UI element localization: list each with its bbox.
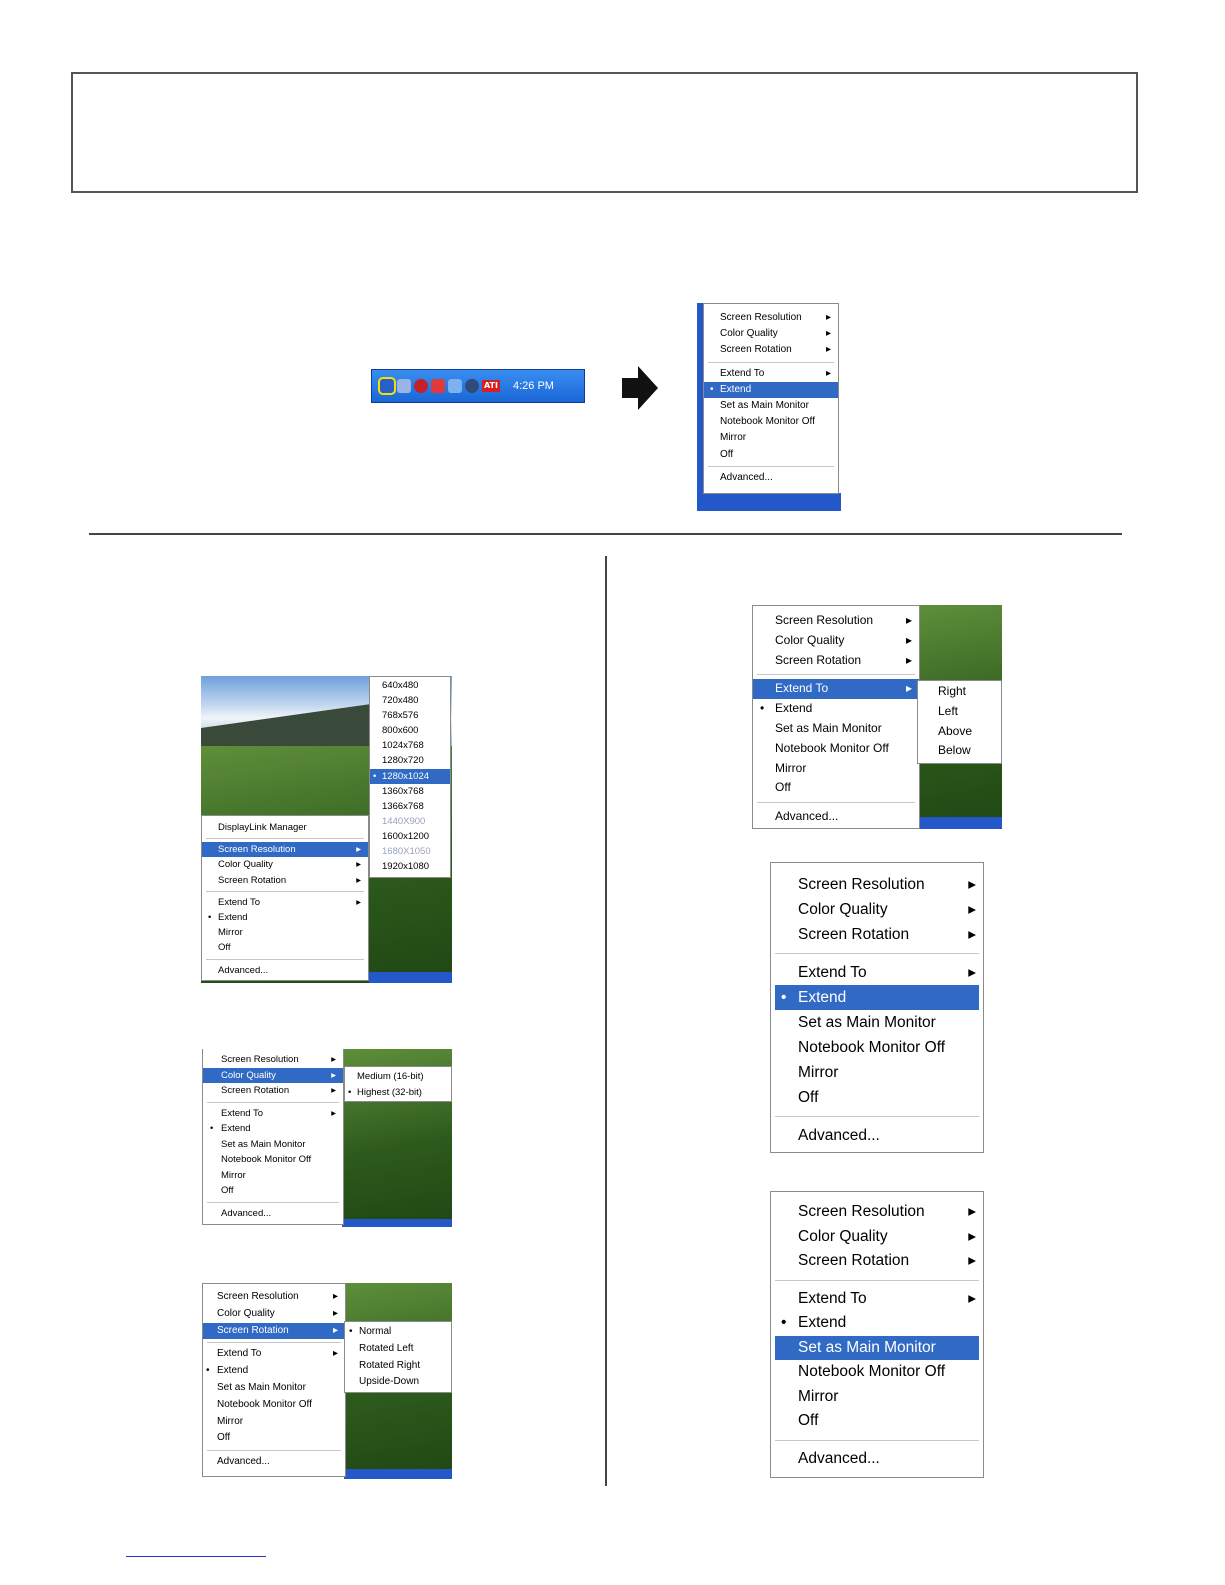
- menu-item-color-quality[interactable]: Color Quality ▸: [775, 632, 912, 647]
- screenshot-screen-rotation: [202, 1283, 452, 1479]
- resolution-option[interactable]: 768x576: [382, 710, 419, 722]
- resolution-option[interactable]: 1366x768: [382, 800, 424, 812]
- menu-item-screen-resolution[interactable]: Screen Resolution ▸: [202, 842, 368, 857]
- resolution-option-disabled: 1440X900: [382, 815, 426, 827]
- menu-item-screen-rotation[interactable]: Screen Rotation ▸: [798, 926, 976, 943]
- menu-item-notebook-off[interactable]: Notebook Monitor Off: [798, 1039, 946, 1056]
- menu-item-extend-to[interactable]: Extend To ▸: [798, 1289, 976, 1307]
- menu-item-screen-rotation[interactable]: Screen Rotation ▸: [720, 344, 831, 356]
- menu-item-screen-resolution[interactable]: Screen Resolution ▸: [798, 1203, 976, 1220]
- extend-option-above[interactable]: Above: [938, 723, 973, 738]
- menu-item-set-main[interactable]: Set as Main Monitor: [775, 720, 882, 735]
- context-menu-extend: [770, 862, 984, 1153]
- menu-item-color-quality[interactable]: Color Quality ▸: [720, 328, 831, 340]
- context-menu: [752, 605, 920, 829]
- menu-item-color-quality[interactable]: Color Quality ▸: [218, 859, 361, 871]
- menu-item-color-quality[interactable]: Color Quality ▸: [217, 1307, 338, 1319]
- screenshot-color-quality: [202, 1049, 452, 1227]
- extend-option-left[interactable]: Left: [938, 703, 959, 718]
- context-menu: [202, 1283, 346, 1477]
- menu-item-screen-rotation[interactable]: Screen Rotation ▸: [775, 652, 912, 667]
- menu-item-screen-resolution[interactable]: Screen Resolution ▸: [221, 1054, 336, 1065]
- resolution-submenu: [369, 676, 451, 878]
- system-tray: [371, 369, 585, 403]
- menu-item-advanced[interactable]: Advanced...: [218, 964, 269, 976]
- resolution-option[interactable]: 1920x1080: [382, 861, 430, 873]
- menu-item-advanced[interactable]: Advanced...: [775, 809, 839, 824]
- color-submenu: [344, 1066, 452, 1102]
- menu-item-color-quality[interactable]: Color Quality ▸: [203, 1068, 343, 1084]
- resolution-option-disabled: 1680X1050: [382, 846, 431, 858]
- right-arrow-icon: [622, 366, 658, 410]
- context-menu: [202, 1049, 344, 1225]
- menu-item-extend[interactable]: • Extend: [210, 1123, 251, 1134]
- extend-option-below[interactable]: Below: [938, 743, 971, 758]
- screenshot-resolution: [201, 676, 452, 983]
- menu-item-set-main[interactable]: Set as Main Monitor: [720, 400, 809, 412]
- menu-item-extend-to[interactable]: Extend To ▸: [217, 1348, 338, 1360]
- menu-item-mirror[interactable]: Mirror: [217, 1415, 244, 1427]
- menu-item-screen-rotation[interactable]: Screen Rotation ▸: [798, 1252, 976, 1269]
- resolution-option[interactable]: 1360x768: [382, 785, 424, 797]
- resolution-option[interactable]: 1600x1200: [382, 830, 430, 842]
- menu-item-extend[interactable]: • Extend: [781, 1314, 847, 1331]
- extend-option-right[interactable]: Right: [938, 684, 967, 698]
- menu-item-extend-to[interactable]: Extend To ▸: [798, 964, 976, 981]
- menu-item-extend[interactable]: • Extend: [704, 382, 838, 398]
- menu-item-notebook-off[interactable]: Notebook Monitor Off: [775, 740, 889, 755]
- menu-item-mirror[interactable]: Mirror: [218, 927, 243, 939]
- footer-underline: [126, 1556, 266, 1557]
- resolution-option[interactable]: 640x480: [382, 680, 419, 691]
- rotation-submenu: [344, 1321, 452, 1393]
- menu-item-set-main[interactable]: Set as Main Monitor: [221, 1138, 306, 1150]
- resolution-option[interactable]: 800x600: [382, 725, 419, 737]
- menu-item-extend[interactable]: • Extend: [760, 701, 813, 716]
- menu-item-screen-resolution[interactable]: Screen Resolution ▸: [720, 312, 831, 323]
- menu-item-screen-rotation[interactable]: Screen Rotation ▸: [203, 1323, 345, 1340]
- menu-item-advanced[interactable]: Advanced...: [720, 471, 773, 483]
- menu-item-off[interactable]: Off: [221, 1185, 234, 1196]
- color-option-highest[interactable]: • Highest (32-bit): [348, 1086, 422, 1098]
- menu-item-mirror[interactable]: Mirror: [775, 760, 807, 775]
- menu-item-off[interactable]: Off: [798, 1089, 819, 1106]
- rotation-option-right[interactable]: Rotated Right: [359, 1359, 421, 1371]
- context-menu: [703, 303, 839, 494]
- color-option-medium[interactable]: Medium (16-bit): [357, 1071, 424, 1082]
- network-icon[interactable]: [397, 379, 411, 393]
- rotation-option-upside-down[interactable]: Upside-Down: [359, 1376, 420, 1388]
- clock: 4:26 PM: [513, 380, 554, 392]
- menu-item-displaylink-manager[interactable]: DisplayLink Manager: [218, 822, 307, 833]
- menu-item-set-main[interactable]: Set as Main Monitor: [798, 1014, 936, 1031]
- rotation-option-normal[interactable]: • Normal: [349, 1326, 392, 1337]
- resolution-option-selected[interactable]: • 1280x1024: [370, 769, 450, 784]
- resolution-option[interactable]: 720x480: [382, 695, 419, 707]
- menu-item-advanced[interactable]: Advanced...: [217, 1456, 270, 1468]
- menu-item-set-main[interactable]: Set as Main Monitor: [775, 1336, 979, 1361]
- menu-item-off[interactable]: Off: [218, 942, 231, 954]
- menu-item-advanced[interactable]: Advanced...: [798, 1127, 880, 1144]
- extend-submenu: [917, 680, 1002, 764]
- menu-item-set-main[interactable]: Set as Main Monitor: [217, 1381, 306, 1393]
- menu-item-mirror[interactable]: Mirror: [798, 1064, 839, 1081]
- menu-item-mirror[interactable]: Mirror: [221, 1169, 246, 1181]
- speaker-icon[interactable]: [465, 379, 479, 393]
- menu-item-off[interactable]: Off: [775, 780, 791, 795]
- menu-item-extend-to[interactable]: Extend To ▸: [753, 679, 919, 699]
- menu-item-extend[interactable]: • Extend: [775, 985, 979, 1010]
- menu-item-extend-to[interactable]: Extend To ▸: [720, 367, 831, 379]
- displaylink-tray-icon[interactable]: [380, 379, 394, 393]
- divider-vertical: [605, 556, 607, 1486]
- menu-item-advanced[interactable]: Advanced...: [798, 1449, 880, 1467]
- menu-item-mirror[interactable]: Mirror: [798, 1387, 839, 1405]
- header-box: [71, 72, 1138, 193]
- menu-item-screen-resolution[interactable]: Screen Resolution ▸: [775, 613, 912, 627]
- menu-item-extend-to[interactable]: Extend To ▸: [218, 896, 361, 908]
- menu-item-screen-rotation[interactable]: Screen Rotation ▸: [221, 1085, 336, 1096]
- menu-item-extend-to[interactable]: Extend To ▸: [221, 1107, 336, 1119]
- ati-icon[interactable]: ATI: [483, 381, 498, 390]
- divider-horizontal: [89, 533, 1122, 535]
- menu-item-color-quality[interactable]: Color Quality ▸: [798, 901, 976, 918]
- menu-item-notebook-off[interactable]: Notebook Monitor Off: [217, 1398, 312, 1410]
- menu-item-screen-resolution[interactable]: Screen Resolution ▸: [798, 876, 976, 893]
- menu-item-extend[interactable]: • Extend: [206, 1365, 249, 1377]
- resolution-option[interactable]: 1280x720: [382, 755, 424, 767]
- menu-item-off[interactable]: Off: [217, 1432, 231, 1444]
- menu-item-off[interactable]: Off: [798, 1412, 819, 1429]
- menu-item-extend[interactable]: • Extend: [208, 912, 248, 924]
- menu-item-color-quality[interactable]: Color Quality ▸: [798, 1227, 976, 1245]
- screenshot-main-menu: [697, 303, 841, 511]
- menu-item-notebook-off[interactable]: Notebook Monitor Off: [720, 416, 815, 428]
- rotation-option-left[interactable]: Rotated Left: [359, 1342, 414, 1354]
- screenshot-extend-to: [752, 605, 1002, 829]
- resolution-option[interactable]: 1024x768: [382, 740, 424, 752]
- menu-item-mirror[interactable]: Mirror: [720, 432, 747, 444]
- context-menu-set-main: [770, 1191, 984, 1478]
- context-menu: [201, 815, 369, 981]
- menu-item-advanced[interactable]: Advanced...: [221, 1207, 272, 1219]
- menu-item-notebook-off[interactable]: Notebook Monitor Off: [798, 1363, 946, 1380]
- shield-icon[interactable]: [414, 379, 428, 393]
- menu-item-notebook-off[interactable]: Notebook Monitor Off: [221, 1154, 312, 1165]
- menu-item-off[interactable]: Off: [720, 448, 734, 460]
- menu-item-screen-rotation[interactable]: Screen Rotation ▸: [218, 874, 361, 886]
- connection-icon[interactable]: [448, 379, 462, 393]
- menu-item-screen-resolution[interactable]: Screen Resolution ▸: [217, 1291, 338, 1302]
- monitor-icon[interactable]: [431, 379, 445, 393]
